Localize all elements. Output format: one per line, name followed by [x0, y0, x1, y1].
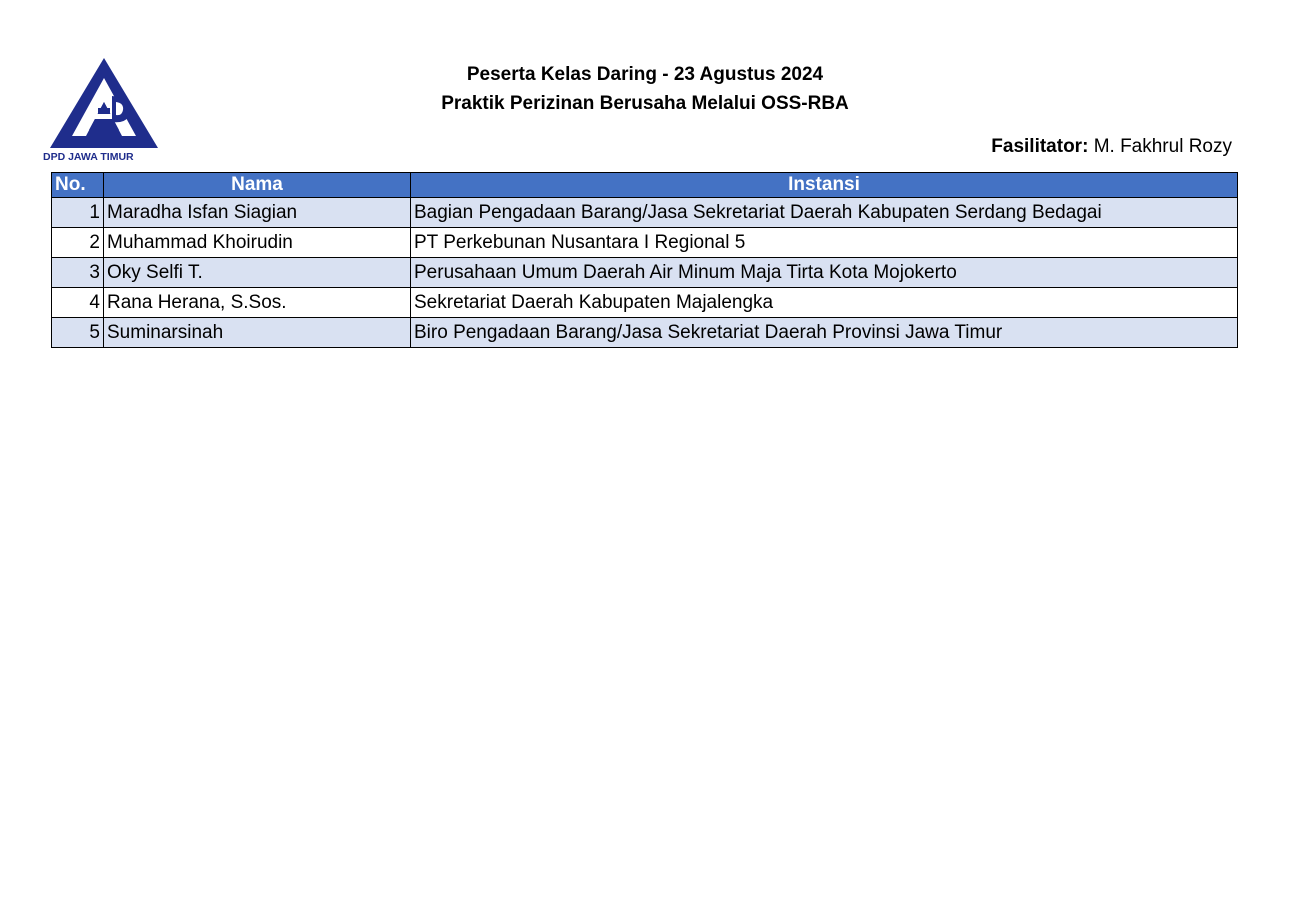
facilitator-line [991, 134, 1232, 160]
table-row [52, 228, 1238, 258]
column-header-nama: Nama [104, 173, 411, 198]
participants-table [51, 172, 1238, 348]
facilitator-label: Fasilitator: [991, 136, 1089, 157]
table-row [52, 258, 1238, 288]
cell-no: 4 [52, 288, 104, 318]
cell-nama: Rana Herana, S.Sos. [104, 288, 411, 318]
cell-instansi: Sekretariat Daerah Kabupaten Majalengka [411, 288, 1238, 318]
facilitator-name: M. Fakhrul Rozy [1093, 136, 1232, 157]
cell-instansi: Perusahaan Umum Daerah Air Minum Maja Tirta Kota Mojokerto [411, 258, 1238, 288]
column-header-no: No. [52, 173, 104, 198]
cell-no: 2 [52, 228, 104, 258]
page-title: Peserta Kelas Daring - 23 Agustus 2024 [466, 64, 824, 85]
page-subtitle: Praktik Perizinan Berusaha Melalui OSS-RBA [441, 93, 849, 114]
cell-no: 5 [52, 318, 104, 348]
cell-nama: Muhammad Khoirudin [104, 228, 411, 258]
table-row [52, 318, 1238, 348]
table-header-row [52, 173, 1238, 198]
cell-no: 3 [52, 258, 104, 288]
cell-instansi: Bagian Pengadaan Barang/Jasa Sekretariat Daerah Kabupaten Serdang Bedagai [411, 198, 1238, 228]
document-header [0, 60, 1290, 118]
column-header-instansi: Instansi [411, 173, 1238, 198]
table-row [52, 198, 1238, 228]
logo-caption: DPD JAWA TIMUR [43, 151, 134, 162]
cell-instansi: Biro Pengadaan Barang/Jasa Sekretariat Daerah Provinsi Jawa Timur [411, 318, 1238, 348]
cell-nama: Suminarsinah [104, 318, 411, 348]
cell-nama: Oky Selfi T. [104, 258, 411, 288]
cell-instansi: PT Perkebunan Nusantara I Regional 5 [411, 228, 1238, 258]
cell-no: 1 [52, 198, 104, 228]
cell-nama: Maradha Isfan Siagian [104, 198, 411, 228]
table-row [52, 288, 1238, 318]
